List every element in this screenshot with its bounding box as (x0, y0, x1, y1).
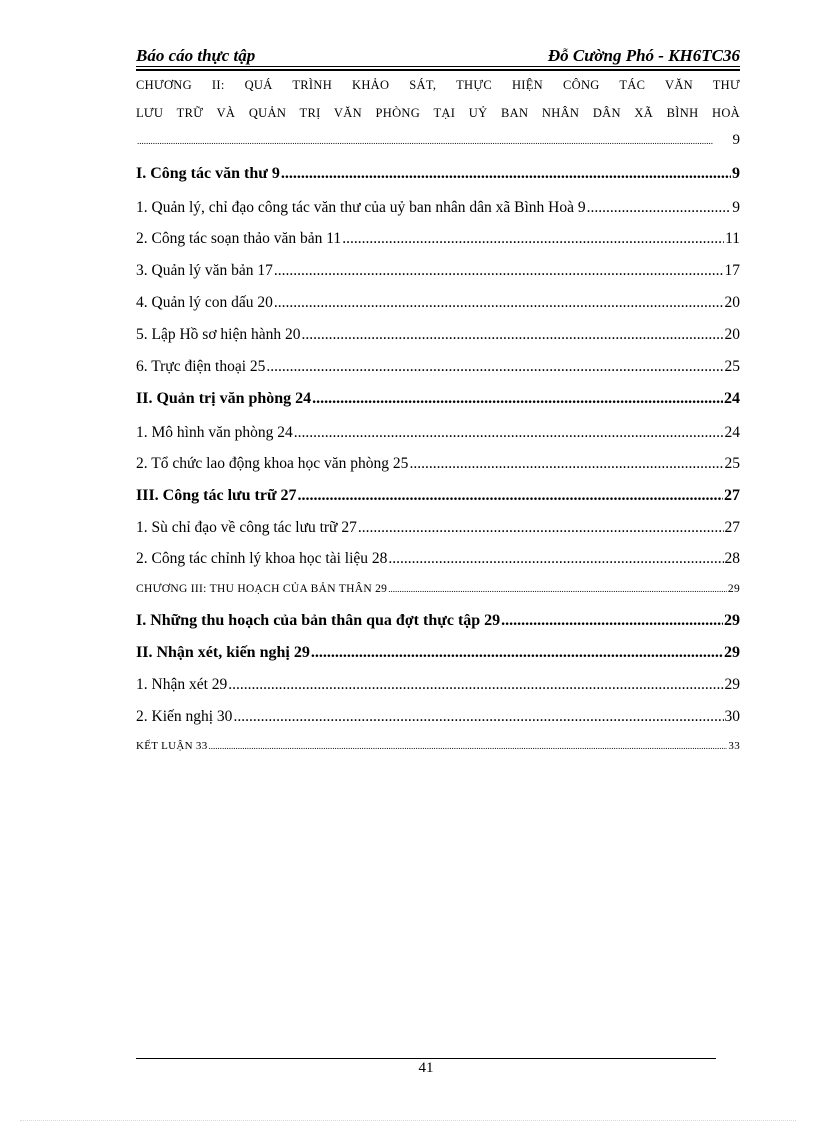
chapter2-title-line1: CHƯƠNG II: QUÁ TRÌNH KHẢO SÁT, THỰC HIỆN CÔNG TÁC VĂN THƯ (136, 78, 740, 92)
toc-entry[interactable] (136, 583, 740, 605)
toc-leader (311, 644, 723, 662)
toc-entry[interactable] (136, 230, 740, 252)
toc-entry[interactable] (136, 550, 740, 572)
toc-page-number: 11 (725, 230, 740, 247)
toc-leader (358, 519, 724, 537)
toc-entry-text: 2. Kiến nghị 30 (136, 708, 233, 725)
toc-entry-text: 1. Nhận xét 29 (136, 676, 228, 693)
toc-page-number: 29 (724, 676, 740, 693)
toc-entry-text: 1. Sù chỉ đạo về công tác lưu trữ 27 (136, 519, 357, 536)
toc-page-number: 29 (727, 583, 740, 595)
toc-leader (312, 390, 723, 408)
header-report-title: Báo cáo thực tập (136, 46, 256, 65)
toc-entry[interactable] (136, 644, 740, 666)
toc-entry-text: CHƯƠNG III: THU HOẠCH CỦA BẢN THÂN 29 (136, 583, 388, 595)
toc-page-number: 29 (724, 644, 740, 661)
toc-entry[interactable] (136, 294, 740, 316)
toc-page-number: 20 (724, 294, 740, 311)
toc-entry-text: II. Nhận xét, kiến nghị 29 (136, 644, 310, 661)
page-header (136, 46, 740, 68)
toc-leader (294, 424, 724, 442)
toc-leader (388, 584, 727, 594)
toc-leader (342, 230, 724, 248)
toc-entry-text: II. Quản trị văn phòng 24 (136, 390, 312, 407)
toc-page-number: 9 (732, 199, 740, 216)
toc-leader (388, 550, 723, 568)
header-rule-thin (136, 66, 740, 67)
toc-entry[interactable] (136, 519, 740, 541)
footer-page-number: 41 (418, 1060, 434, 1076)
toc-entry[interactable] (136, 199, 740, 221)
toc-page-number: 25 (724, 455, 740, 472)
toc-page-number: 20 (724, 326, 740, 343)
toc-entry[interactable] (136, 740, 740, 762)
toc-leader (298, 487, 723, 505)
toc-page-number: 24 (724, 424, 740, 441)
toc-entry[interactable] (136, 676, 740, 698)
toc-entry-text: 2. Công tác soạn thảo văn bản 11 (136, 230, 342, 247)
toc-entry[interactable] (136, 487, 740, 509)
toc-leader (228, 676, 723, 694)
toc-entry[interactable] (136, 424, 740, 446)
toc-page-number: 28 (724, 550, 740, 567)
toc-page-number: 25 (724, 358, 740, 375)
toc-page-number: 17 (724, 262, 740, 279)
chapter2-title-line2: LƯU TRỮ VÀ QUẢN TRỊ VĂN PHÒNG TẠI UỶ BAN NHÂN DÂN XÃ BÌNH HOÀ (136, 106, 740, 120)
toc-entry-text: 2. Tổ chức lao động khoa học văn phòng 25 (136, 455, 409, 472)
toc-leader (137, 136, 732, 146)
toc-entry[interactable] (136, 455, 740, 477)
toc-entry-text: 5. Lập Hồ sơ hiện hành 20 (136, 326, 301, 343)
toc-page-number: 24 (724, 390, 740, 407)
toc-entry-text: 1. Quản lý, chỉ đạo công tác văn thư của uỷ ban nhân dân xã Bình Hoà 9 (136, 199, 586, 216)
toc-entry[interactable] (136, 390, 740, 412)
toc-leader (274, 294, 724, 312)
toc-entry-text: 4. Quản lý con dấu 20 (136, 294, 273, 311)
toc-entry-text: 3. Quản lý văn bản 17 (136, 262, 273, 279)
toc-leader (587, 199, 732, 217)
toc-leader (233, 708, 723, 726)
toc-leader (266, 358, 723, 376)
toc-page-number: 27 (724, 487, 740, 504)
toc-leader (301, 326, 723, 344)
toc-entry[interactable] (136, 262, 740, 284)
toc-leader (409, 455, 723, 473)
toc-entry-text: 6. Trực điện thoại 25 (136, 358, 266, 375)
toc-entry-text: I. Công tác văn thư 9 (136, 165, 280, 182)
toc-entry[interactable] (136, 708, 740, 730)
toc-entry[interactable] (136, 326, 740, 348)
chapter2-title-page-row (136, 132, 740, 154)
toc-leader (281, 165, 731, 183)
toc-entry-text: KẾT LUẬN 33 (136, 740, 208, 752)
toc-page-number: 30 (724, 708, 740, 725)
page-edge (20, 1120, 796, 1121)
toc-entry-text: 1. Mô hình văn phòng 24 (136, 424, 293, 441)
toc-leader (501, 612, 723, 630)
toc-entry[interactable] (136, 358, 740, 380)
toc-entry[interactable] (136, 612, 740, 634)
toc-entry-text: III. Công tác lưu trữ 27 (136, 487, 297, 504)
header-rule-thick (136, 69, 740, 71)
toc-page-number: 33 (728, 740, 740, 752)
toc-entry-text: I. Những thu hoạch của bản thân qua đợt thực tập 29 (136, 612, 501, 629)
footer-rule (136, 1058, 716, 1059)
toc-page-number: 27 (724, 519, 740, 536)
toc-entry[interactable] (136, 165, 740, 187)
toc-page-number: 29 (724, 612, 740, 629)
header-author: Đỗ Cường Phó - KH6TC36 (547, 46, 740, 65)
toc-page-number: 9 (732, 165, 740, 182)
toc-entry-text: 2. Công tác chỉnh lý khoa học tài liệu 28 (136, 550, 388, 567)
toc-leader (209, 741, 728, 751)
toc-page-number: 9 (732, 132, 740, 148)
toc-leader (274, 262, 724, 280)
